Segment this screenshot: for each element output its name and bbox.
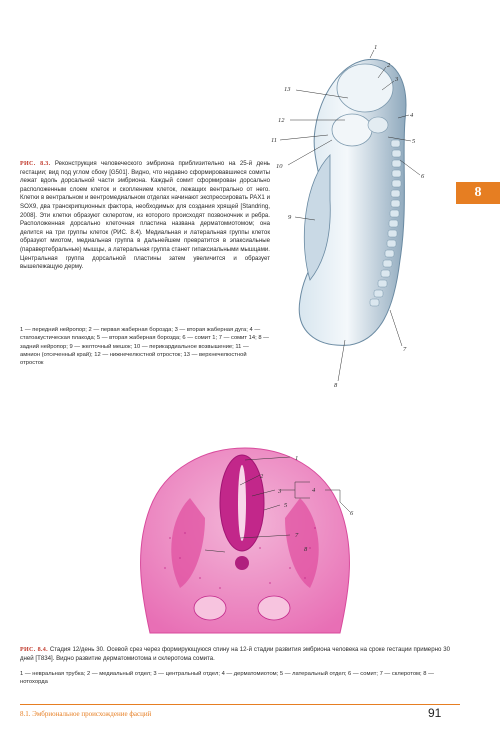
branchial-arch [368, 117, 388, 133]
callout-9: 9 [288, 214, 292, 221]
callout-7: 7 [403, 346, 407, 353]
callout-11: 11 [271, 137, 278, 144]
figure-8-4-caption: Стадия 12/день 30. Осевой срез через формирующуюся спину на 12-й стадии развития эмбриона человека на сроке гестации примерно 30 дней [T834]. Видно развитие дерматомиотома и склеротома сомита. [20, 646, 450, 662]
vessel-left [194, 596, 226, 620]
callout-2: 2 [260, 473, 264, 480]
pericardial-bulge [332, 114, 372, 146]
callout-7: 7 [295, 532, 299, 539]
callout-13: 13 [284, 86, 291, 93]
figure-8-3-caption-block [20, 160, 270, 272]
callout-6: 6 [350, 510, 354, 517]
callout-3: 3 [278, 488, 282, 495]
callout-10: 10 [276, 163, 283, 170]
callout-4: 4 [410, 112, 414, 119]
footer-rule [20, 704, 460, 705]
callout-6: 6 [421, 173, 425, 180]
chapter-tab: 8 [456, 182, 500, 204]
footer-section-title: 8.1. Эмбриональное происхождение фасций [20, 710, 152, 718]
callout-2: 2 [387, 62, 391, 69]
page-number: 91 [428, 706, 442, 720]
callout-4: 4 [312, 487, 316, 494]
vessel-right [258, 596, 290, 620]
figure-8-4-caption-block [20, 646, 450, 663]
callout-1: 1 [295, 455, 299, 462]
figure-8-3-legend: 1 — передний нейропор; 2 — первая жаберная борозда; 3 — вторая жаберная дуга; 4 — статоакустическая плакода; 5 — вторая жаберная борозда; 6 — сомит 1; 7 — сомит 14; 8 — задний нейропор; 9 — желточный мешок; 10 — перикардиальное возвышение; 11 — амнион (отсеченный край); 12 — нижнечелюстной отросток; 13 — верхнечелюстной отросток [20, 327, 269, 367]
figure-8-4-legend: 1 — невральная трубка; 2 — медиальный отдел; 3 — центральный отдел; 4 — дерматомиотом; 5 — латеральный отдел; 6 — сомит; 7 — склеротом; 8 — нотохорда [20, 671, 434, 686]
figure-8-3-label: РИС. 8.3. [20, 161, 51, 167]
callout-8: 8 [334, 382, 338, 389]
callout-1: 1 [374, 44, 378, 51]
callout-5: 5 [412, 138, 416, 145]
figure-8-3-caption: Реконструкция человеческого эмбриона приблизительно на 25-й день гестации; вид под углом сбоку [G501]. Видно, что недавно сформировавшиеся сомиты лежат вдоль дорсальной части эмбриона. Каждый сомит сформирован дорсально расположенным слоем клеток и скоплением клеток, лежащих вентрально от него. Клетки в вентральном и вентромедиальном отделах начинают экспрессировать PAX1 и SOX9, два транскрипционных фактора, необходимых для создания хрящей [Standring, 2008]. Эти клетки образуют склеротом, из которого происходят позвоночник и ребра. Расположенная дорсально клеточная пластина названа дерматомиотомом; она делится на три группы клеток (РИС. 8.4). Медиальная и латеральная группы клеток образуют миотом, медиальная группа в дальнейшем превратится в эпаксиальные (паравертебральные) мышцы, а латеральная группа станет гипаксиальными мышцами. Центральная группа дорсальной пластины затем увеличится и образует вышележащую дерму. [20, 160, 270, 271]
figure-8-4-label: РИС. 8.4. [20, 647, 48, 653]
callout-8: 8 [304, 546, 308, 553]
callout-5: 5 [284, 502, 288, 509]
callout-3: 3 [395, 76, 399, 83]
figure-8-4-callouts [200, 445, 420, 570]
embryo-reconstruction-illustration [270, 40, 445, 395]
callout-12: 12 [278, 117, 285, 124]
